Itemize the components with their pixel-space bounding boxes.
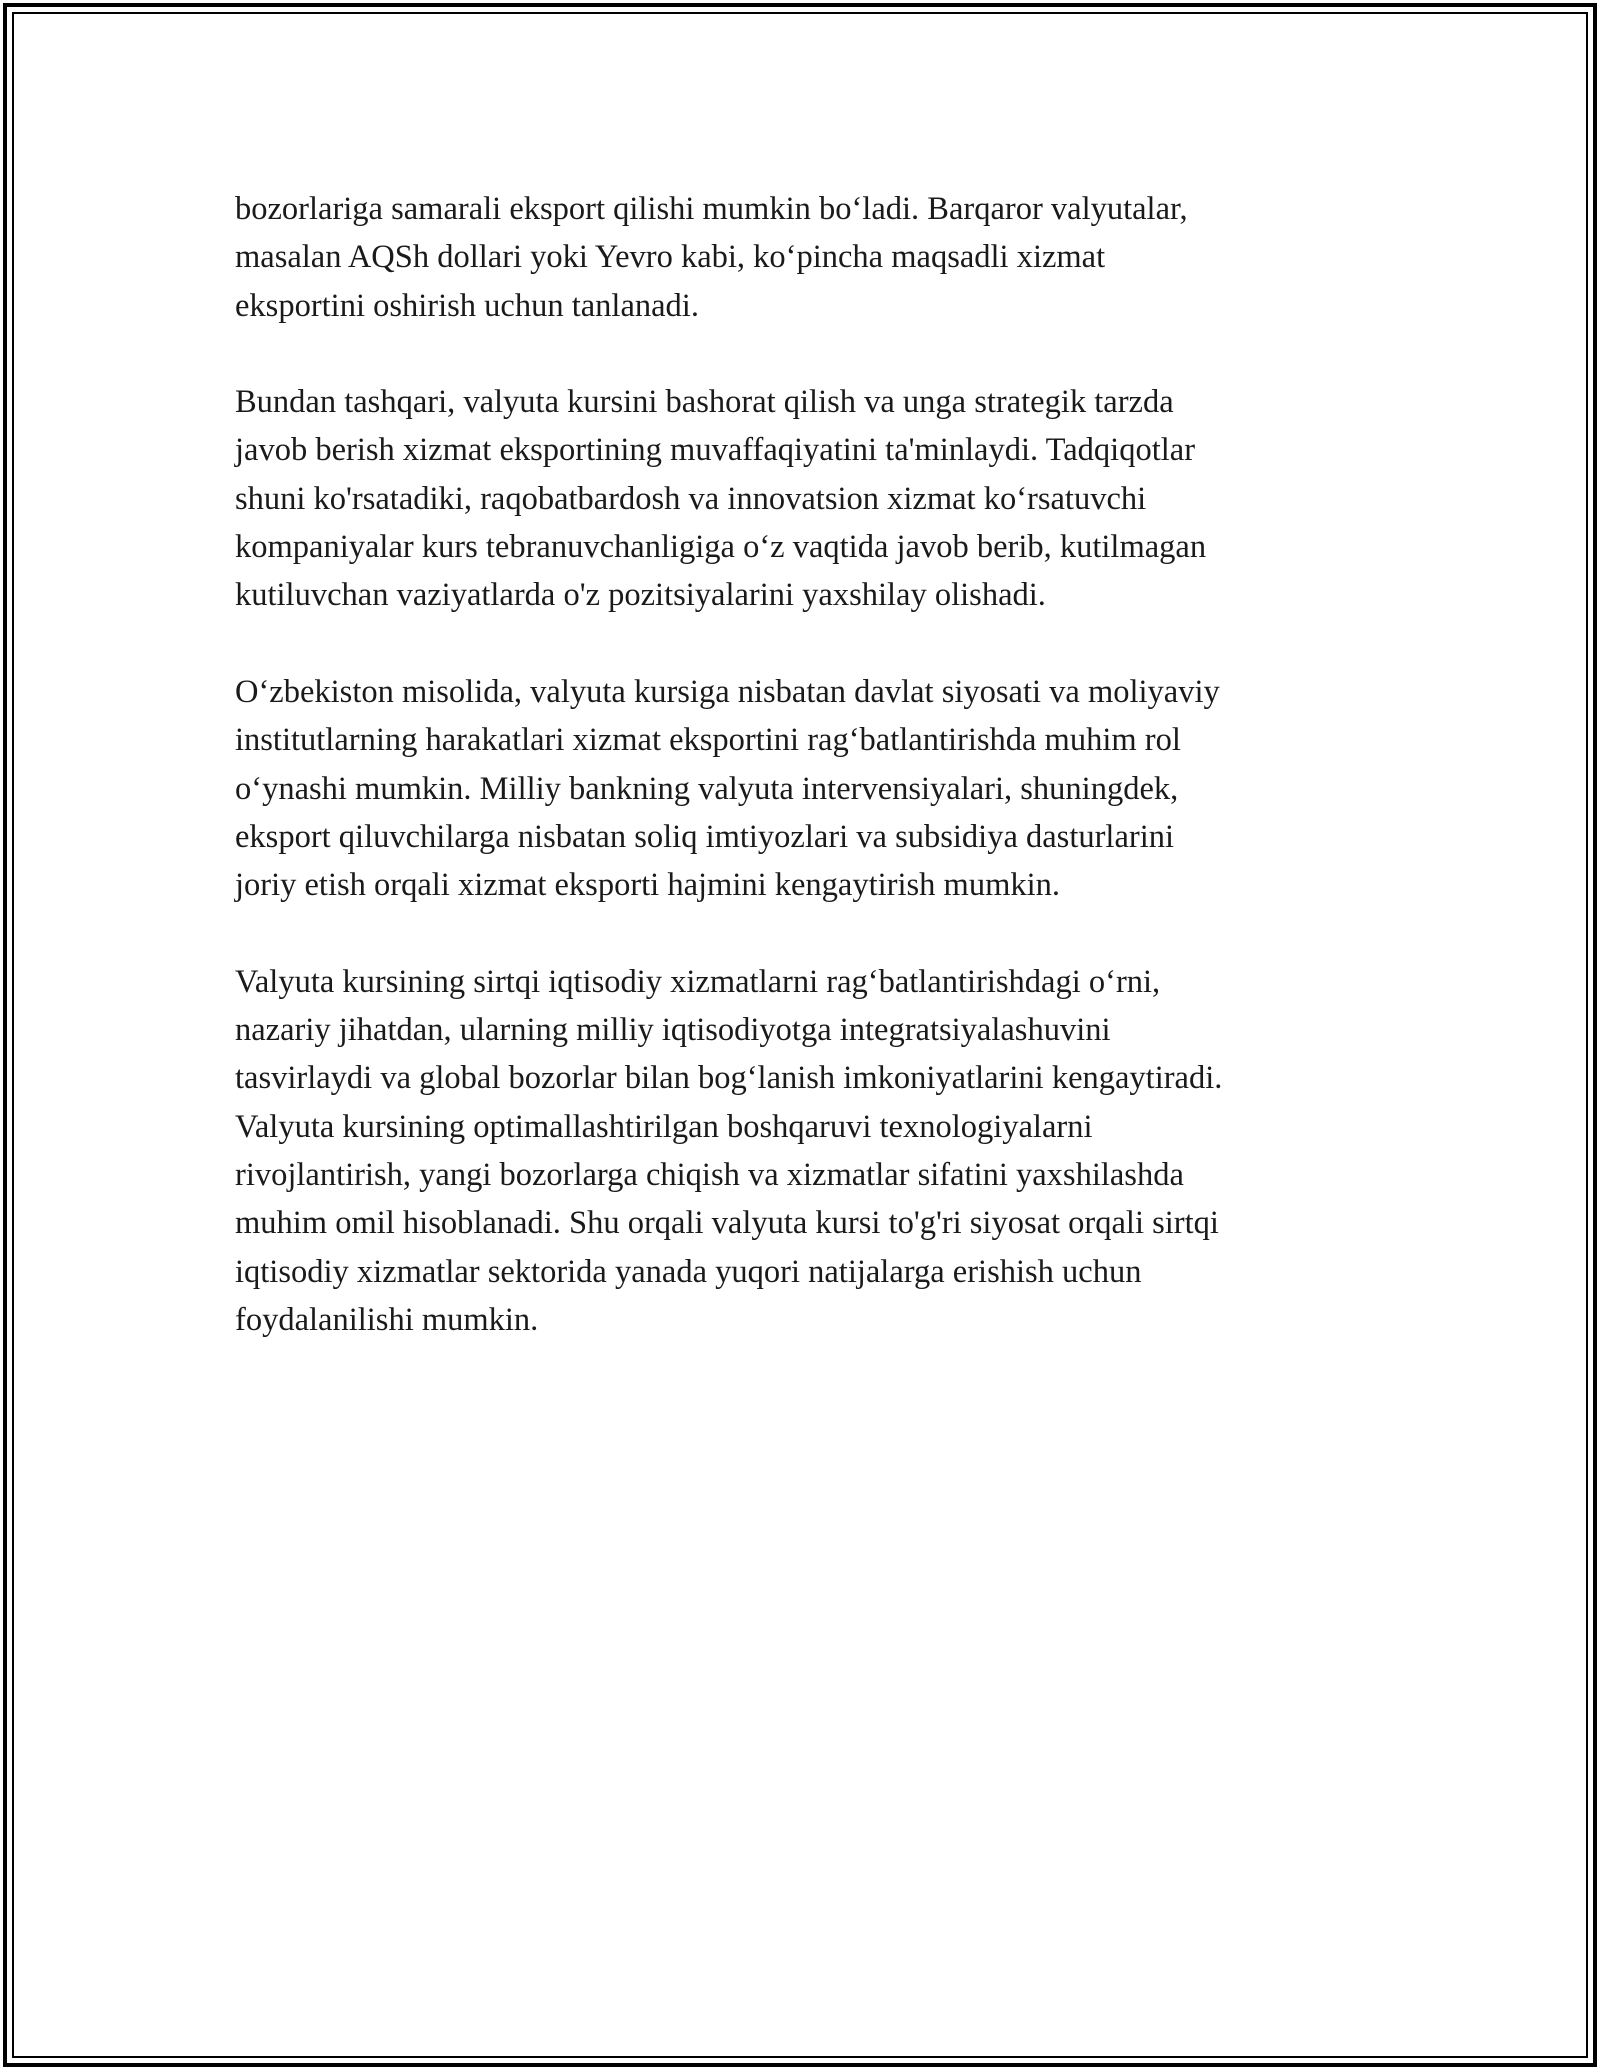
paragraph-3: O‘zbekiston misolida, valyuta kursiga nisbatan davlat siyosati va moliyaviy institutlarning harakatlari xizmat eksportini rag‘batlantirishda muhim rol o‘ynashi mumkin. Milliy bankning valyuta intervensiyalari, shuningdek, eksport qiluvchilarga nisbatan soliq imtiyozlari va subsidiya dasturlarini joriy etish orqali xizmat eksporti hajmini kengaytirish mumkin. (235, 673, 1220, 904)
paragraph-2: Bundan tashqari, valyuta kursini bashorat qilish va unga strategik tarzda javob berish xizmat eksportining muvaffaqiyatini ta'minlaydi. Tadqiqotlar shuni ko'rsatadiki, raqobatbardosh va innovatsion xizmat ko‘rsatuvchi kompaniyalar kurs tebranuvchanligiga o‘z vaqtida javob berib, kutilmagan kutiluvchan vaziyatlarda o'z pozitsiyalarini yaxshilay olishadi. (235, 384, 1207, 614)
document-body (235, 185, 1365, 1344)
paragraph-1: bozorlariga samarali eksport qilishi mumkin bo‘ladi. Barqaror valyutalar, masalan AQSh dollari yoki Yevro kabi, ko‘pincha maqsadli xizmat eksportini oshirish uchun tanlanadi. (235, 191, 1188, 324)
paragraph-4: Valyuta kursining sirtqi iqtisodiy xizmatlarni rag‘batlantirishdagi o‘rni, nazariy jihatdan, ularning milliy iqtisodiyotga integratsiyalashuvini tasvirlaydi va global bozorlar bilan bog‘lanish imkoniyatlarini kengaytiradi. Valyuta kursining optimallashtirilgan boshqaruvi texnologiyalarni rivojlantirish, yangi bozorlarga chiqish va xizmatlar sifatini yaxshilashda muhim omil hisoblanadi. Shu orqali valyuta kursi to'g'ri siyosat orqali sirtqi iqtisodiy xizmatlar sektorida yanada yuqori natijalarga erishish uchun foydalanilishi mumkin. (235, 963, 1223, 1338)
